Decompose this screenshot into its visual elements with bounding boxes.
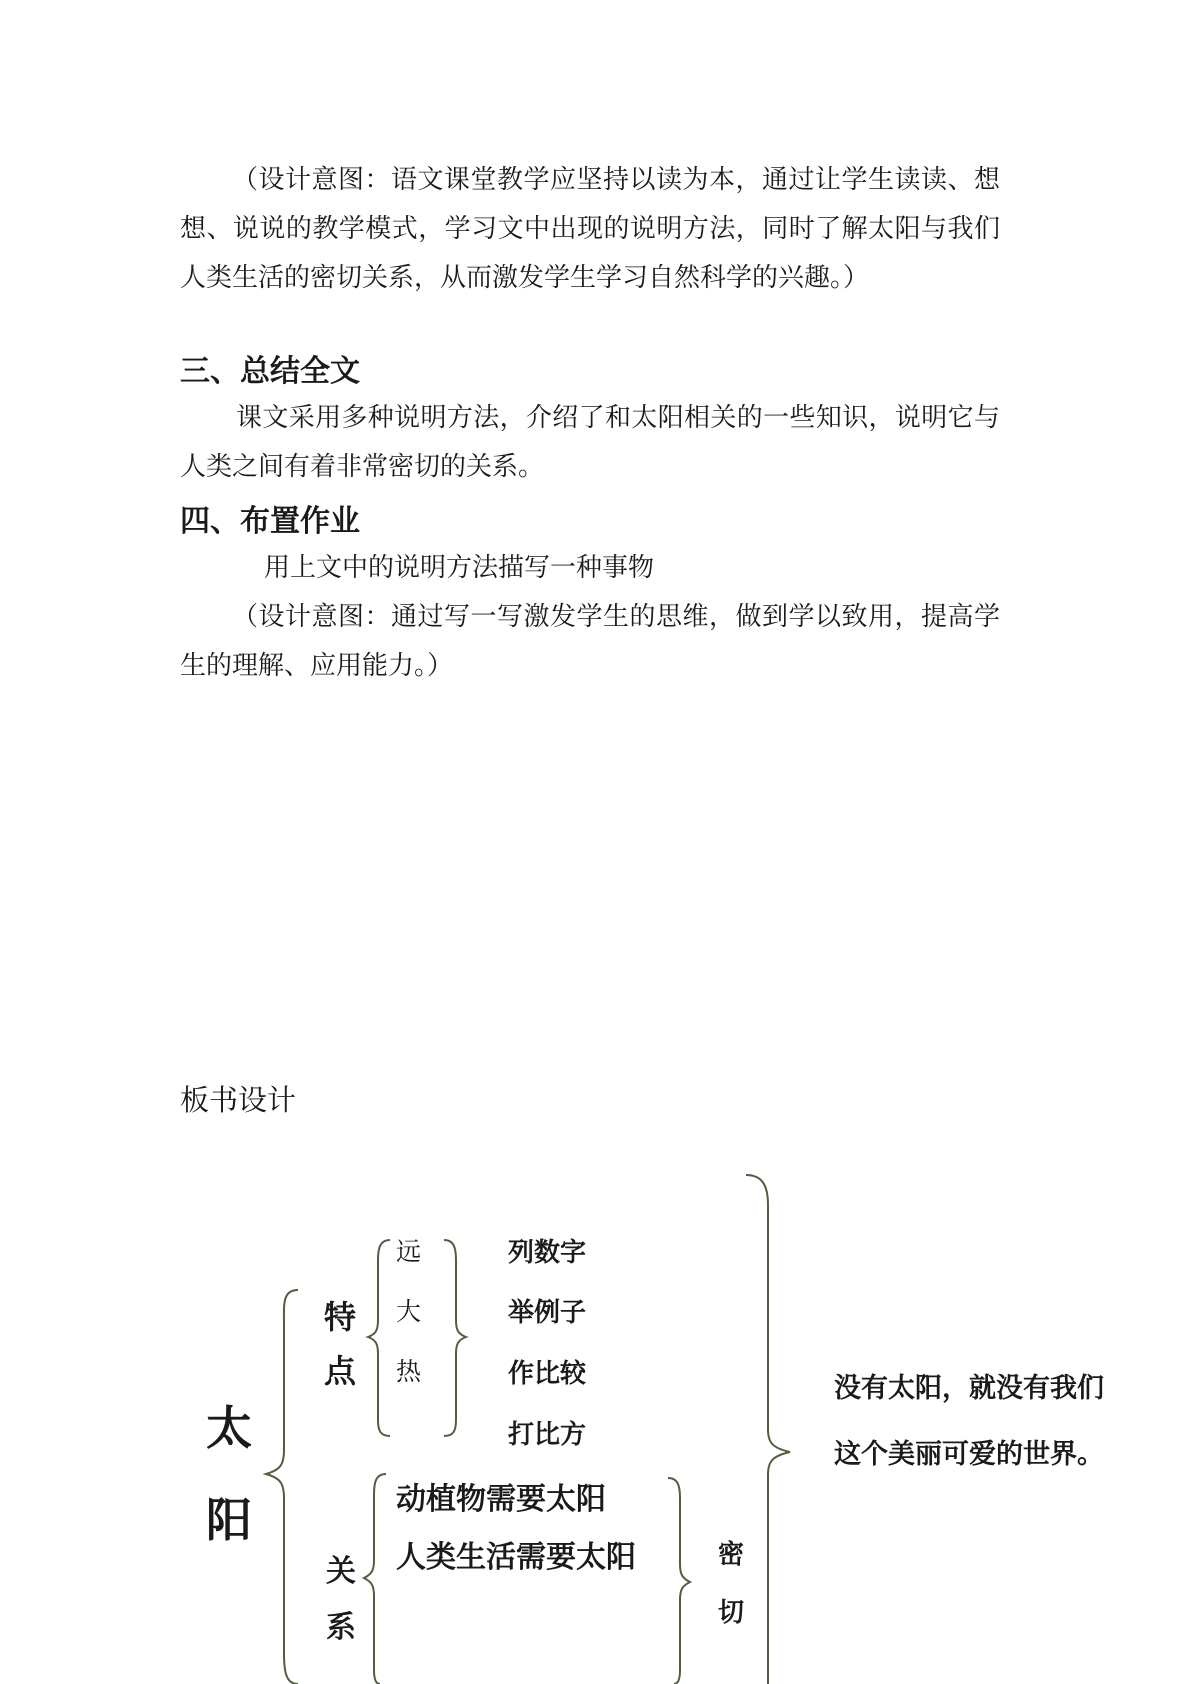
closeness-char-2: 切 bbox=[718, 1598, 745, 1628]
relation-item: 动植物需要太阳 bbox=[396, 1482, 606, 1517]
homework-text: 用上文中的说明方法描写一种事物 bbox=[264, 553, 655, 583]
feature-item: 大 bbox=[396, 1297, 422, 1326]
section-4-heading: 四、布置作业 bbox=[180, 504, 360, 539]
topic-sun-char-2: 阳 bbox=[206, 1493, 252, 1547]
design-intent-paragraph-1: （设计意图：语文课堂教学应坚持以读为本，通过让学生读读、想想、说说的教学模式，学习文中出现的说明方法，同时了解太阳与我们人类生活的密切关系，从而激发学生学习自然科学的兴趣。） bbox=[180, 165, 1000, 293]
method-item: 举例子 bbox=[508, 1298, 587, 1328]
conclusion-line-1: 没有太阳，就没有我们 bbox=[834, 1373, 1104, 1404]
conclusion-line-2: 这个美丽可爱的世界。 bbox=[834, 1439, 1104, 1470]
method-item: 列数字 bbox=[508, 1238, 587, 1268]
relation-item: 人类生活需要太阳 bbox=[396, 1540, 636, 1575]
board-design-title: 板书设计 bbox=[180, 1083, 297, 1117]
closeness-char-1: 密 bbox=[718, 1540, 745, 1570]
feature-item: 热 bbox=[396, 1357, 422, 1386]
method-item: 作比较 bbox=[508, 1359, 587, 1389]
features-label-char-2: 点 bbox=[324, 1352, 357, 1390]
design-intent-paragraph-2: （设计意图：通过写一写激发学生的思维，做到学以致用，提高学生的理解、应用能力。） bbox=[180, 602, 1000, 681]
summary-paragraph: 课文采用多种说明方法，介绍了和太阳相关的一些知识，说明它与人类之间有着非常密切的关系。 bbox=[180, 403, 1000, 482]
section-3-heading: 三、总结全文 bbox=[180, 354, 360, 389]
features-label-char-1: 特 bbox=[324, 1298, 357, 1336]
topic-sun-char-1: 太 bbox=[206, 1401, 252, 1455]
relation-label-char-1: 关 bbox=[326, 1554, 356, 1589]
feature-item: 远 bbox=[396, 1237, 422, 1266]
relation-label-char-2: 系 bbox=[326, 1610, 356, 1645]
method-item: 打比方 bbox=[508, 1420, 587, 1450]
